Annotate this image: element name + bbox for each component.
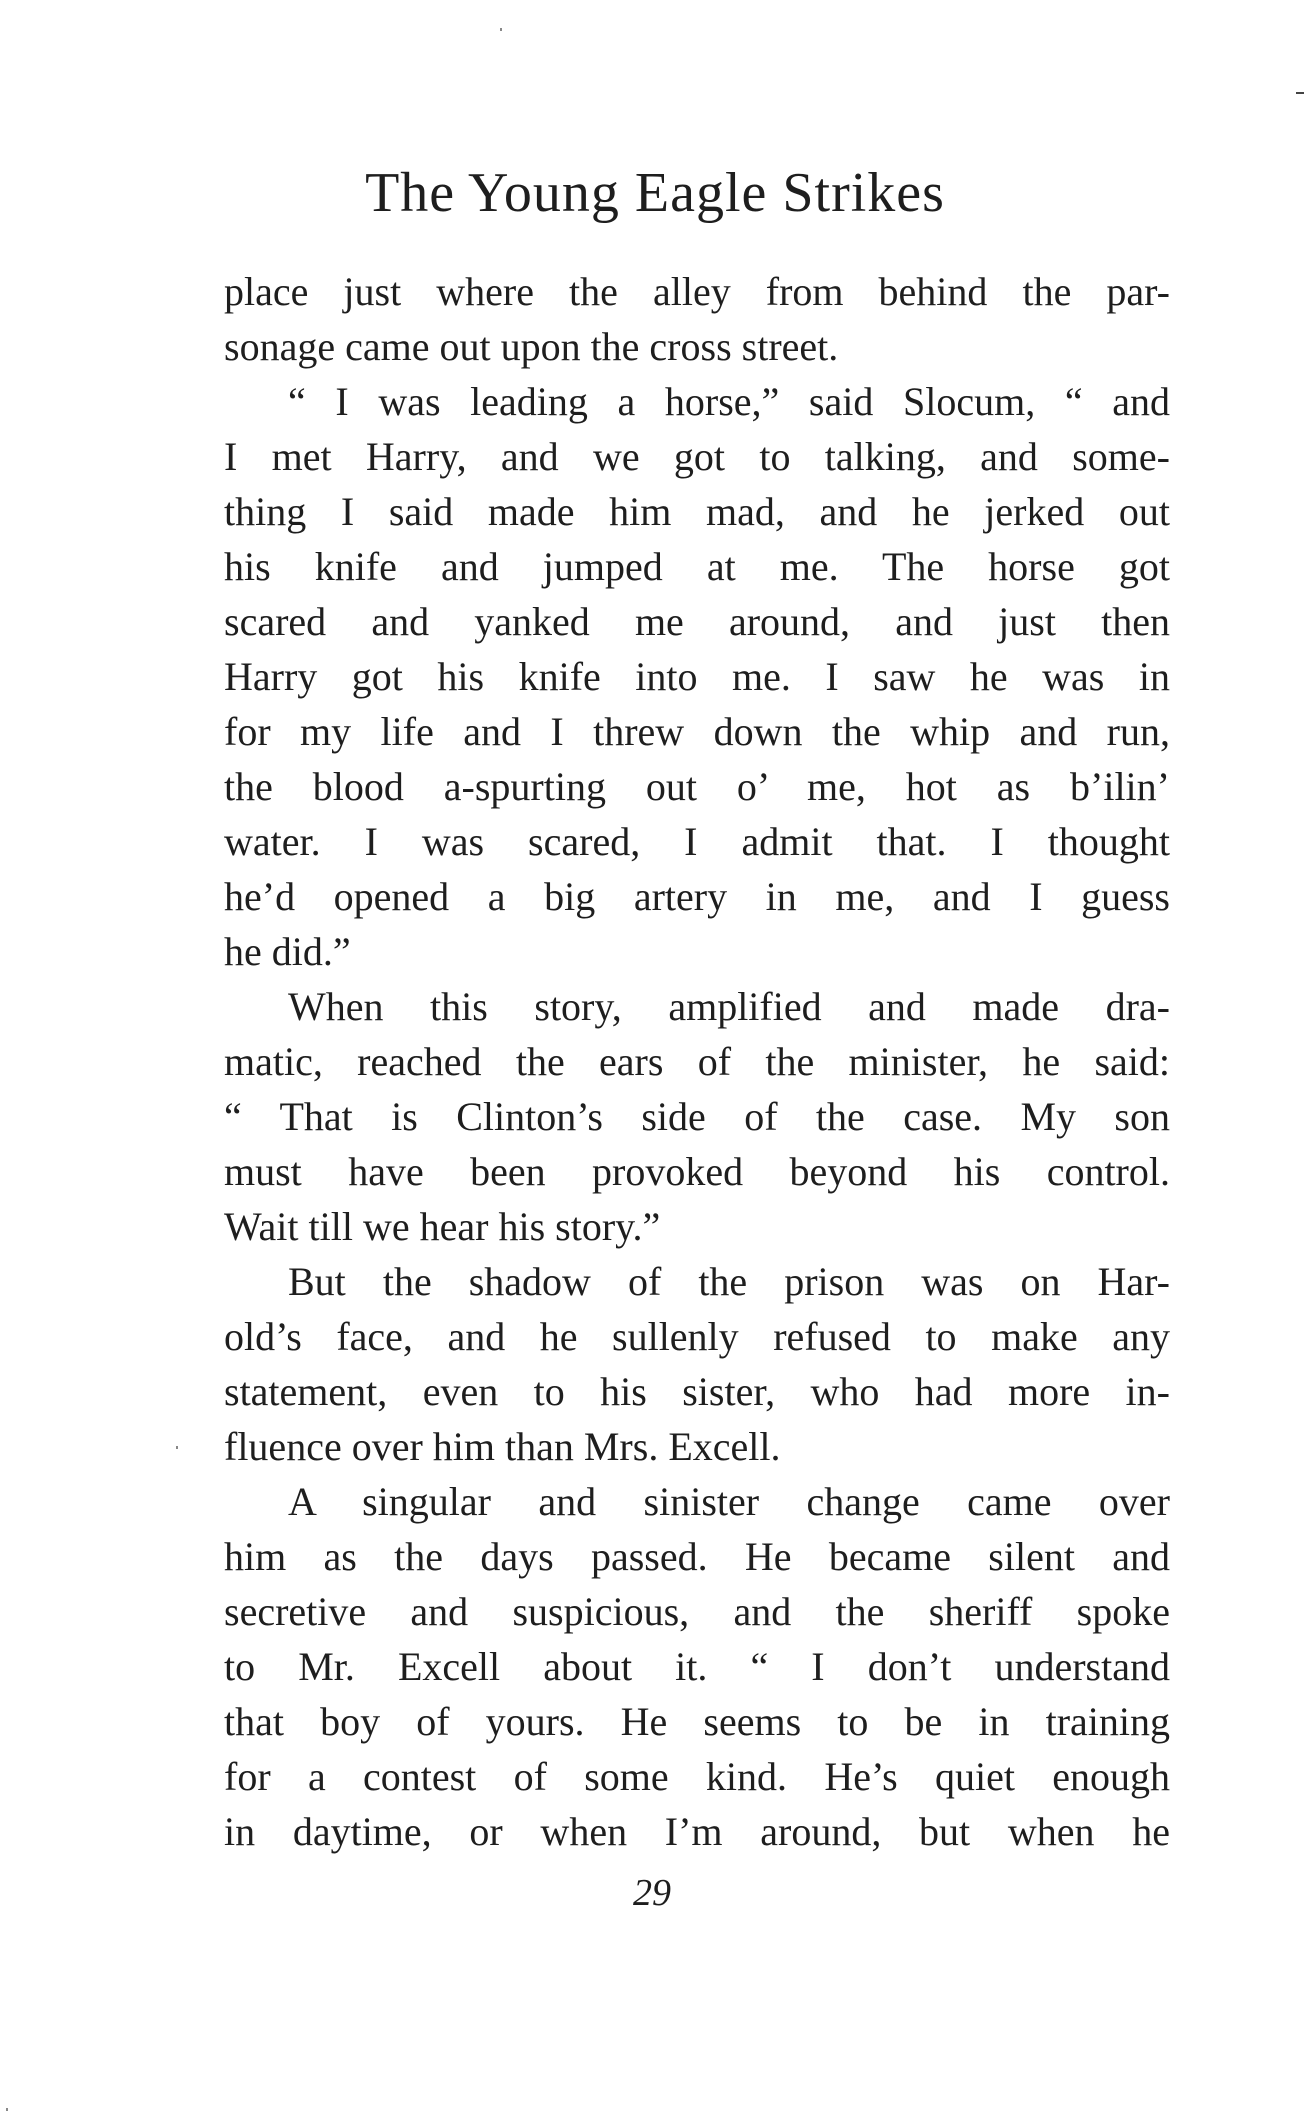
- text-line: “ That is Clinton’s side of the case. My son: [224, 1094, 1170, 1139]
- margin-mark: [1296, 92, 1304, 94]
- text-line: that boy of yours. He seems to be in training: [224, 1699, 1170, 1744]
- paper-speck: [176, 1446, 178, 1449]
- running-head: The Young Eagle Strikes: [365, 162, 945, 224]
- text-line: statement, even to his sister, who had more in-: [224, 1369, 1170, 1414]
- text-line: fluence over him than Mrs. Excell.: [224, 1424, 781, 1469]
- text-line: old’s face, and he sullenly refused to make any: [224, 1314, 1170, 1359]
- text-line: for my life and I threw down the whip and run,: [224, 709, 1170, 754]
- text-line: “ I was leading a horse,” said Slocum, “ and: [288, 379, 1170, 424]
- text-line: he did.”: [224, 929, 351, 974]
- text-line: Wait till we hear his story.”: [224, 1204, 661, 1249]
- text-line: thing I said made him mad, and he jerked out: [224, 489, 1170, 534]
- body-text: [224, 264, 1170, 1859]
- text-line: the blood a-spurting out o’ me, hot as b’ilin’: [224, 764, 1170, 809]
- text-line: Harry got his knife into me. I saw he was in: [224, 654, 1170, 699]
- text-line: he’d opened a big artery in me, and I guess: [224, 874, 1170, 919]
- text-line: sonage came out upon the cross street.: [224, 324, 839, 369]
- text-line: When this story, amplified and made dra-: [288, 984, 1170, 1029]
- text-line: for a contest of some kind. He’s quiet enough: [224, 1754, 1170, 1799]
- text-line: I met Harry, and we got to talking, and some-: [224, 434, 1170, 479]
- text-line: him as the days passed. He became silent and: [224, 1534, 1170, 1579]
- text-line: his knife and jumped at me. The horse got: [224, 544, 1170, 589]
- text-line: secretive and suspicious, and the sheriff spoke: [224, 1589, 1170, 1634]
- page-number: 29: [633, 1872, 671, 1914]
- paper-speck: [500, 28, 502, 31]
- text-line: place just where the alley from behind the par-: [224, 269, 1170, 314]
- text-line: to Mr. Excell about it. “ I don’t understand: [224, 1644, 1170, 1689]
- text-line: scared and yanked me around, and just then: [224, 599, 1170, 644]
- text-line: water. I was scared, I admit that. I thought: [224, 819, 1170, 864]
- text-line: in daytime, or when I’m around, but when he: [224, 1809, 1170, 1854]
- text-line: matic, reached the ears of the minister, he said:: [224, 1039, 1170, 1084]
- text-line: But the shadow of the prison was on Har-: [288, 1259, 1170, 1304]
- paper-speck: [6, 2108, 8, 2111]
- text-line: must have been provoked beyond his control.: [224, 1149, 1170, 1194]
- text-line: A singular and sinister change came over: [288, 1479, 1170, 1524]
